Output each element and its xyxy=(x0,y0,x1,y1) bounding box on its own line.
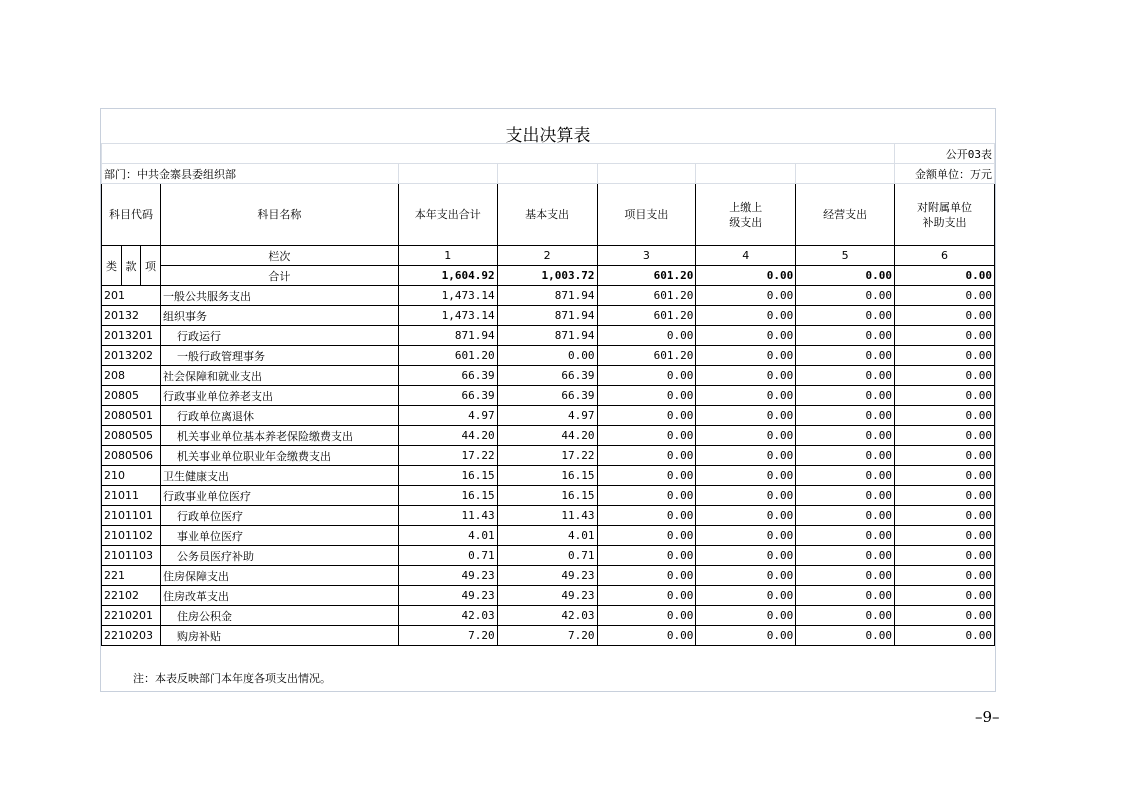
total-label: 合计 xyxy=(160,266,398,286)
amount-cell: 0.00 xyxy=(696,386,796,406)
col-num: 4 xyxy=(696,246,796,266)
amount-cell: 1,473.14 xyxy=(398,286,497,306)
amount-cell: 0.00 xyxy=(696,626,796,646)
amount-cell: 0.00 xyxy=(696,606,796,626)
amount-cell: 44.20 xyxy=(398,426,497,446)
table-row xyxy=(102,526,995,546)
subject-name: 行政单位离退休 xyxy=(160,406,398,426)
amount-cell: 0.00 xyxy=(696,466,796,486)
amount-cell: 0.00 xyxy=(696,526,796,546)
table-row xyxy=(102,286,995,306)
amount-cell: 4.01 xyxy=(497,526,597,546)
subject-code: 2101102 xyxy=(102,526,161,546)
expenditure-sheet xyxy=(100,108,996,692)
subject-code: 22102 xyxy=(102,586,161,606)
col-num: 5 xyxy=(796,246,895,266)
table-row xyxy=(102,486,995,506)
amount-cell: 0.00 xyxy=(597,526,696,546)
subject-name: 社会保障和就业支出 xyxy=(160,366,398,386)
total-value: 0.00 xyxy=(894,266,994,286)
amount-cell: 66.39 xyxy=(497,386,597,406)
amount-cell: 0.00 xyxy=(894,326,994,346)
amount-cell: 0.00 xyxy=(894,366,994,386)
subject-code: 2101103 xyxy=(102,546,161,566)
subject-name: 行政运行 xyxy=(160,326,398,346)
total-value: 1,604.92 xyxy=(398,266,497,286)
subject-name: 一般公共服务支出 xyxy=(160,286,398,306)
subject-code: 2013202 xyxy=(102,346,161,366)
table-row xyxy=(102,306,995,326)
subject-code: 2210201 xyxy=(102,606,161,626)
amount-cell: 11.43 xyxy=(398,506,497,526)
amount-cell: 0.00 xyxy=(597,546,696,566)
total-value: 1,003.72 xyxy=(497,266,597,286)
subject-code: 208 xyxy=(102,366,161,386)
amount-cell: 0.00 xyxy=(894,626,994,646)
amount-cell: 0.00 xyxy=(696,506,796,526)
sheet-title: 支出决算表 xyxy=(505,126,591,146)
amount-cell: 17.22 xyxy=(398,446,497,466)
subject-code: 2210203 xyxy=(102,626,161,646)
amount-cell: 601.20 xyxy=(597,306,696,326)
amount-cell: 0.00 xyxy=(796,346,895,366)
amount-cell: 871.94 xyxy=(497,326,597,346)
subject-code: 210 xyxy=(102,466,161,486)
amount-cell: 0.00 xyxy=(894,466,994,486)
subject-name: 机关事业单位基本养老保险缴费支出 xyxy=(160,426,398,446)
amount-cell: 0.00 xyxy=(597,586,696,606)
amount-cell: 44.20 xyxy=(497,426,597,446)
amount-cell: 49.23 xyxy=(497,586,597,606)
amount-cell: 42.03 xyxy=(398,606,497,626)
amount-cell: 0.00 xyxy=(696,286,796,306)
amount-cell: 0.00 xyxy=(597,406,696,426)
amount-cell: 0.00 xyxy=(796,506,895,526)
amount-cell: 0.00 xyxy=(696,326,796,346)
amount-cell: 0.00 xyxy=(796,626,895,646)
table-row xyxy=(102,346,995,366)
expenditure-table xyxy=(101,143,995,646)
amount-cell: 0.00 xyxy=(597,446,696,466)
amount-cell: 4.01 xyxy=(398,526,497,546)
amount-cell: 0.00 xyxy=(796,526,895,546)
amount-cell: 0.71 xyxy=(398,546,497,566)
amount-cell: 0.00 xyxy=(894,526,994,546)
amount-cell: 0.00 xyxy=(894,546,994,566)
header-kuan: 款 xyxy=(121,246,140,286)
amount-cell: 66.39 xyxy=(398,366,497,386)
amount-cell: 0.00 xyxy=(497,346,597,366)
unit-label: 金额单位：万元 xyxy=(894,164,994,184)
form-code: 公开03表 xyxy=(894,144,994,164)
subject-name: 卫生健康支出 xyxy=(160,466,398,486)
amount-cell: 0.00 xyxy=(796,486,895,506)
subject-code: 2080501 xyxy=(102,406,161,426)
amount-cell: 0.00 xyxy=(894,426,994,446)
amount-cell: 49.23 xyxy=(497,566,597,586)
table-row xyxy=(102,506,995,526)
amount-cell: 0.00 xyxy=(894,606,994,626)
col-num: 6 xyxy=(894,246,994,266)
subject-name: 购房补贴 xyxy=(160,626,398,646)
subject-code: 2080505 xyxy=(102,426,161,446)
amount-cell: 0.00 xyxy=(894,286,994,306)
amount-cell: 0.00 xyxy=(796,426,895,446)
amount-cell: 0.00 xyxy=(597,386,696,406)
amount-cell: 0.00 xyxy=(894,446,994,466)
subject-code: 221 xyxy=(102,566,161,586)
total-value: 0.00 xyxy=(696,266,796,286)
header-lei: 类 xyxy=(102,246,122,286)
amount-cell: 0.00 xyxy=(597,426,696,446)
amount-cell: 0.00 xyxy=(796,446,895,466)
amount-cell: 0.00 xyxy=(796,366,895,386)
amount-cell: 0.00 xyxy=(894,506,994,526)
table-row xyxy=(102,446,995,466)
amount-cell: 0.00 xyxy=(597,626,696,646)
amount-cell: 601.20 xyxy=(597,286,696,306)
header-xiang: 项 xyxy=(140,246,160,286)
amount-cell: 7.20 xyxy=(398,626,497,646)
amount-cell: 16.15 xyxy=(398,466,497,486)
department-label: 部门：中共金寨县委组织部 xyxy=(102,164,399,184)
amount-cell: 0.00 xyxy=(796,606,895,626)
subject-name: 住房改革支出 xyxy=(160,586,398,606)
amount-cell: 0.00 xyxy=(796,546,895,566)
subject-name: 住房公积金 xyxy=(160,606,398,626)
amount-cell: 0.00 xyxy=(696,306,796,326)
table-row xyxy=(102,566,995,586)
table-row xyxy=(102,606,995,626)
header-total: 本年支出合计 xyxy=(398,184,497,246)
subject-name: 行政单位医疗 xyxy=(160,506,398,526)
table-row xyxy=(102,426,995,446)
amount-cell: 17.22 xyxy=(497,446,597,466)
header-subsidy: 对附属单位补助支出 xyxy=(894,184,994,246)
total-value: 0.00 xyxy=(796,266,895,286)
amount-cell: 0.00 xyxy=(597,366,696,386)
header-name: 科目名称 xyxy=(160,184,398,246)
amount-cell: 601.20 xyxy=(398,346,497,366)
subject-code: 201 xyxy=(102,286,161,306)
amount-cell: 871.94 xyxy=(497,306,597,326)
table-row xyxy=(102,406,995,426)
table-row xyxy=(102,546,995,566)
subject-code: 2080506 xyxy=(102,446,161,466)
amount-cell: 66.39 xyxy=(497,366,597,386)
subject-name: 行政事业单位医疗 xyxy=(160,486,398,506)
amount-cell: 0.00 xyxy=(696,406,796,426)
amount-cell: 601.20 xyxy=(597,346,696,366)
col-num: 1 xyxy=(398,246,497,266)
subject-name: 机关事业单位职业年金缴费支出 xyxy=(160,446,398,466)
page-number: –9– xyxy=(975,708,1000,726)
col-num: 3 xyxy=(597,246,696,266)
amount-cell: 0.00 xyxy=(796,566,895,586)
amount-cell: 0.00 xyxy=(894,566,994,586)
amount-cell: 0.00 xyxy=(894,586,994,606)
amount-cell: 0.00 xyxy=(597,486,696,506)
subject-name: 组织事务 xyxy=(160,306,398,326)
amount-cell: 0.00 xyxy=(894,486,994,506)
table-row xyxy=(102,466,995,486)
amount-cell: 66.39 xyxy=(398,386,497,406)
amount-cell: 0.00 xyxy=(696,366,796,386)
amount-cell: 16.15 xyxy=(398,486,497,506)
subject-code: 21011 xyxy=(102,486,161,506)
amount-cell: 0.00 xyxy=(796,286,895,306)
amount-cell: 0.00 xyxy=(894,306,994,326)
subject-name: 公务员医疗补助 xyxy=(160,546,398,566)
amount-cell: 0.00 xyxy=(597,466,696,486)
amount-cell: 0.00 xyxy=(796,406,895,426)
amount-cell: 42.03 xyxy=(497,606,597,626)
amount-cell: 0.00 xyxy=(597,506,696,526)
subject-name: 行政事业单位养老支出 xyxy=(160,386,398,406)
amount-cell: 0.00 xyxy=(894,406,994,426)
amount-cell: 0.00 xyxy=(796,586,895,606)
subject-code: 20805 xyxy=(102,386,161,406)
subject-name: 一般行政管理事务 xyxy=(160,346,398,366)
col-num: 2 xyxy=(497,246,597,266)
amount-cell: 16.15 xyxy=(497,466,597,486)
amount-cell: 0.00 xyxy=(894,386,994,406)
amount-cell: 0.00 xyxy=(796,306,895,326)
amount-cell: 0.00 xyxy=(796,466,895,486)
amount-cell: 0.00 xyxy=(894,346,994,366)
amount-cell: 11.43 xyxy=(497,506,597,526)
amount-cell: 871.94 xyxy=(497,286,597,306)
amount-cell: 49.23 xyxy=(398,586,497,606)
header-code: 科目代码 xyxy=(102,184,161,246)
amount-cell: 0.00 xyxy=(597,566,696,586)
amount-cell: 16.15 xyxy=(497,486,597,506)
amount-cell: 49.23 xyxy=(398,566,497,586)
amount-cell: 7.20 xyxy=(497,626,597,646)
amount-cell: 871.94 xyxy=(398,326,497,346)
amount-cell: 0.00 xyxy=(796,386,895,406)
subject-name: 事业单位医疗 xyxy=(160,526,398,546)
table-row xyxy=(102,386,995,406)
table-note: 注：本表反映部门本年度各项支出情况。 xyxy=(133,672,331,685)
header-basic: 基本支出 xyxy=(497,184,597,246)
header-upper: 上缴上级支出 xyxy=(696,184,796,246)
table-row xyxy=(102,586,995,606)
header-lanci: 栏次 xyxy=(160,246,398,266)
amount-cell: 0.00 xyxy=(597,606,696,626)
amount-cell: 4.97 xyxy=(497,406,597,426)
subject-code: 2101101 xyxy=(102,506,161,526)
subject-name: 住房保障支出 xyxy=(160,566,398,586)
amount-cell: 0.00 xyxy=(696,426,796,446)
amount-cell: 0.00 xyxy=(796,326,895,346)
table-row xyxy=(102,626,995,646)
header-project: 项目支出 xyxy=(597,184,696,246)
amount-cell: 4.97 xyxy=(398,406,497,426)
amount-cell: 1,473.14 xyxy=(398,306,497,326)
header-business: 经营支出 xyxy=(796,184,895,246)
subject-code: 20132 xyxy=(102,306,161,326)
amount-cell: 0.00 xyxy=(696,446,796,466)
subject-code: 2013201 xyxy=(102,326,161,346)
amount-cell: 0.71 xyxy=(497,546,597,566)
amount-cell: 0.00 xyxy=(597,326,696,346)
amount-cell: 0.00 xyxy=(696,586,796,606)
table-row xyxy=(102,366,995,386)
amount-cell: 0.00 xyxy=(696,346,796,366)
table-row xyxy=(102,326,995,346)
amount-cell: 0.00 xyxy=(696,486,796,506)
total-value: 601.20 xyxy=(597,266,696,286)
amount-cell: 0.00 xyxy=(696,566,796,586)
amount-cell: 0.00 xyxy=(696,546,796,566)
